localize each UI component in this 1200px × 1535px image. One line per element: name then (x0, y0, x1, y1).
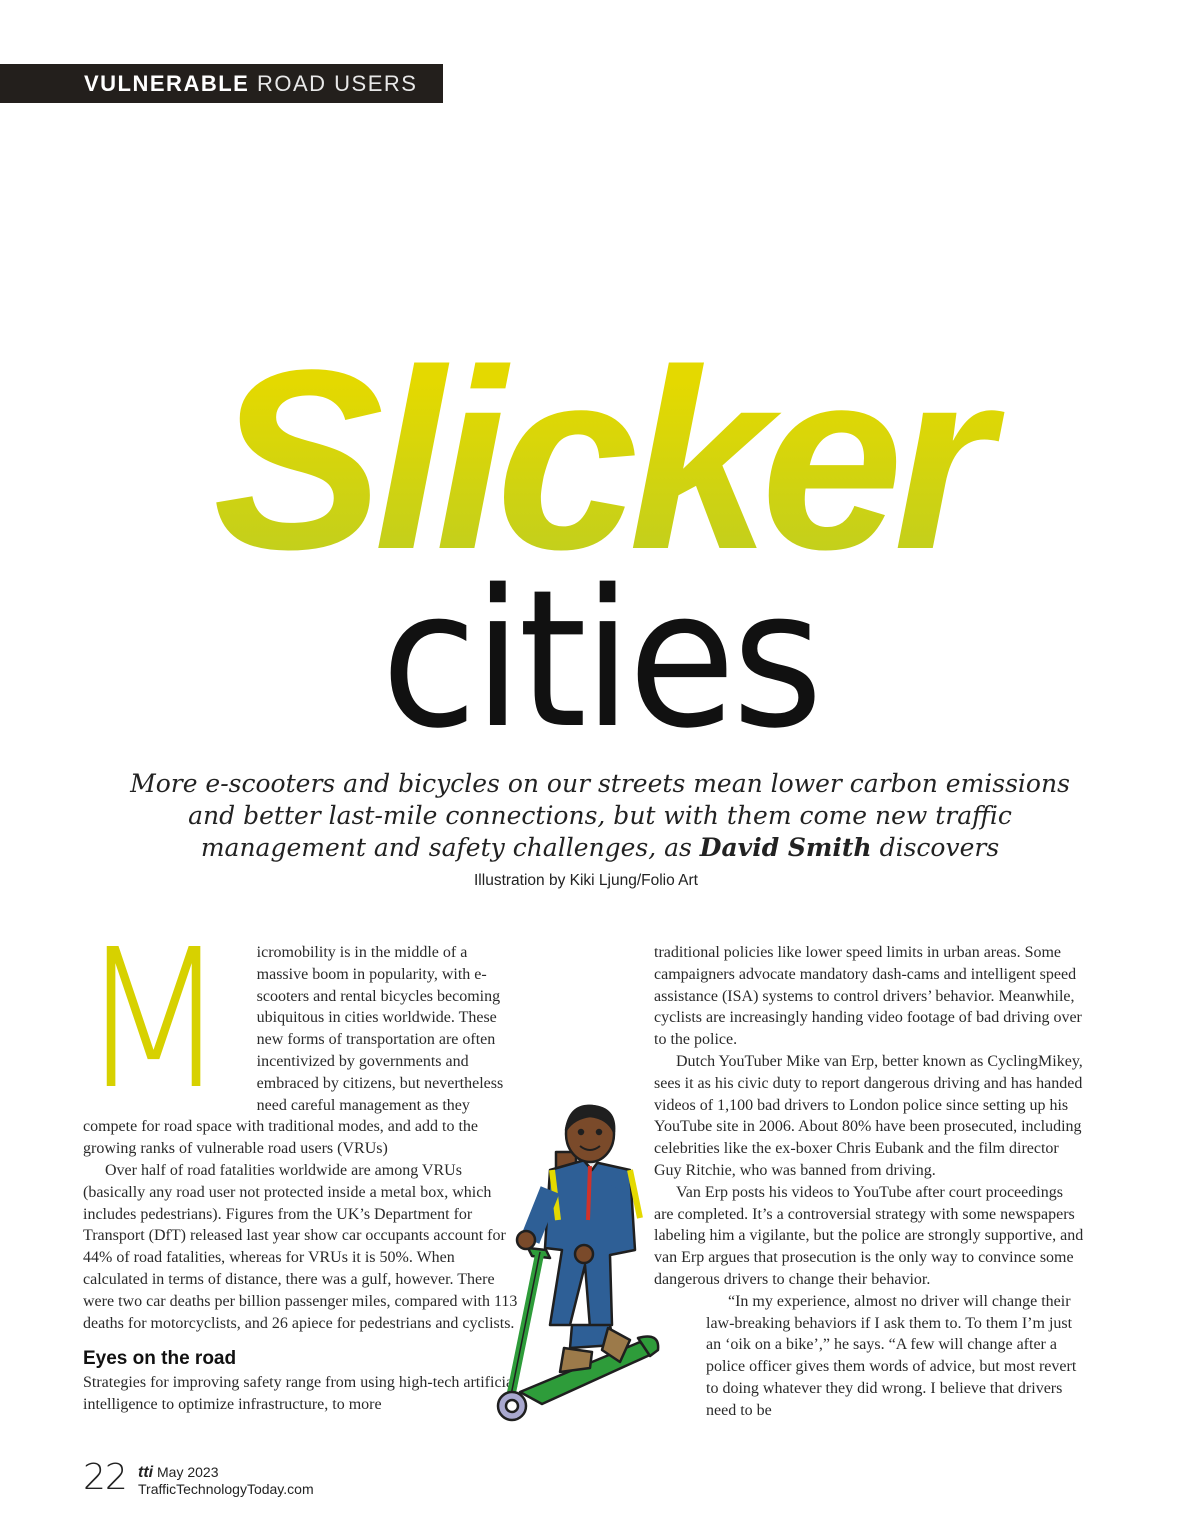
section-tag-strong: VULNERABLE (84, 71, 250, 96)
magazine-brand: tti (138, 1464, 154, 1481)
section-tag-light: ROAD USERS (256, 71, 418, 96)
person-icon (517, 1106, 640, 1372)
dropcap: M (79, 909, 229, 1132)
headline-cities-text: cities (380, 549, 820, 770)
issue-date: May 2023 (157, 1464, 219, 1480)
paragraph-strategies: Strategies for improving safety range from using high-tech artificial intelligence to optimize infrastructure, to more (83, 1374, 518, 1413)
subheading: Eyes on the road (83, 1348, 237, 1370)
standfirst-tail: discovers (879, 833, 1000, 862)
headline-slicker: Slicker (88, 330, 1108, 590)
article-column-2 (654, 942, 1086, 1422)
section-tag (0, 64, 443, 103)
website-link[interactable]: TrafficTechnologyToday.com (138, 1481, 314, 1497)
paragraph-cyclingmikey: Dutch YouTuber Mike van Erp, better known as CyclingMikey, sees it as his civic duty to report dangerous driving and has handed videos of 1,100 bad drivers to London police since setting up his YouTube site in 2006. About 80% have been prosecuted, including celebrities like the ex-boxer Chris Eubank and the film director Guy Ritchie, who was banned from driving. (654, 1052, 1083, 1179)
paragraph-youtube: Van Erp posts his videos to YouTube after court proceedings are completed. It’s a controversial strategy with some newspapers labeling him a vigilante, but the police are strongly supportive, and van Erp argues that prosecution is the only way to convince some dangerous drivers to change their behavior. (654, 1183, 1084, 1288)
author-name: David Smith (699, 833, 872, 862)
illustration-credit: Illustration by Kiki Ljung/Folio Art (474, 872, 698, 889)
paragraph-policies: traditional policies like lower speed limits in urban areas. Some campaigners advocate mandatory dash-cams and intelligent speed assistance (ISA) systems to control drivers’ behavior. Meanwhile, cyclists are increasingly handing video footage of bad driving over to the police. (654, 944, 1082, 1049)
paragraph-intro: icromobility is in the middle of a massive boom in popularity, with e-scooters and rental bicycles becoming ubiquitous in cities worldwide. These new forms of transportation are often incentivized by governments and embraced by citizens, but nevertheless need careful management as they compete for road space with traditional modes, and add to the growing ranks of vulnerable road users (VRUs) (83, 944, 504, 1158)
standfirst (110, 768, 1090, 864)
headline-cities (0, 549, 1200, 770)
standfirst-text: More e-scooters and bicycles on our streets mean lower carbon emissions and better last-mile connections, but with them come new traffic management and safety challenges, as (130, 769, 1070, 862)
paragraph-fatalities: Over half of road fatalities worldwide are among VRUs (basically any road user not protected inside a metal box, which includes pedestrians). Figures from the UK’s Department for Transport (DfT) released last year show car occupants account for 44% of road fatalities, whereas for VRUs it is 50%. When calculated in terms of distance, there was a gulf, however. There were two car deaths per billion passenger miles, compared with 113 deaths for motorcyclists, and 26 apiece for pedestrians and cyclists. (83, 1161, 518, 1332)
article-column-1 (79, 909, 518, 1416)
scooter-rider-illustration (490, 1100, 670, 1430)
paragraph-quote: “In my experience, almost no driver will change their law-breaking behaviors if I ask them to. To them I’m just an ‘oik on a bike’,” he says. “A few will change after a police officer gives them words of advice, but most revert to doing whatever they did wrong. I believe that drivers need to be (706, 1292, 1077, 1419)
footer-info (138, 1464, 314, 1498)
page-number: 22 (83, 1457, 127, 1498)
